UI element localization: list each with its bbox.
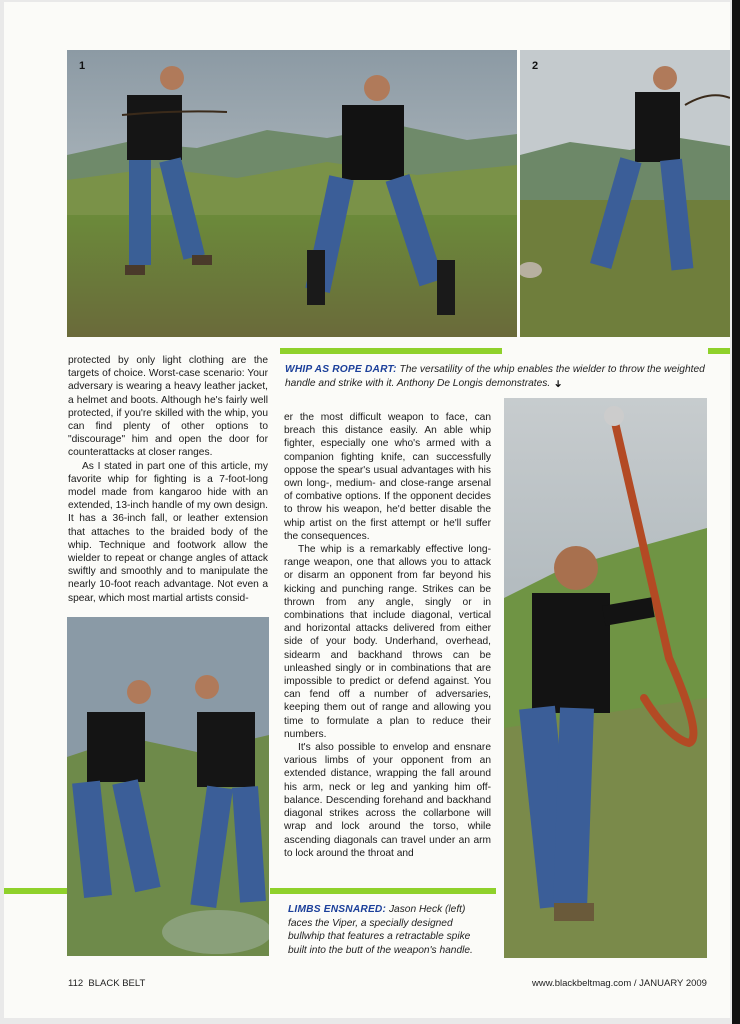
paragraph: It's also possible to envelop and ensnare various limbs of your opponent from an extended distance, wrapping the fall around his arm, neck or leg and yanking him off-balance. Descending forehand and backhand diagonal strikes across the collarbone will wrap and lock around the torso, while ascending diagonals can travel under an arm to lock around the throat and [284, 742, 491, 859]
footer-right: www.blackbeltmag.com / JANUARY 2009 [532, 978, 707, 989]
arrow-down-icon: ➜ [552, 378, 564, 388]
photo-number-1: 1 [79, 60, 86, 72]
article-column-middle [284, 411, 491, 860]
accent-bar [708, 348, 730, 354]
caption-heading: LIMBS ENSNARED: [288, 904, 387, 915]
magazine-page [4, 2, 730, 1018]
caption-limbs-ensnared [288, 903, 488, 957]
photo-2-whip-wielder [520, 50, 730, 337]
photo-rope-dart-demonstration [504, 398, 707, 958]
photo-limbs-ensnared [67, 617, 269, 956]
paragraph: protected by only light clothing are the targets of choice. Worst-case scenario: Your adversary is wearing a heavy leather jacket, a helmet and boots. Although he's fairly well protected, if you're skilled with the whip, you can find plenty of other options to "discourage" him and open the door for counterattacks at closer ranges. [68, 355, 268, 459]
photo-number-2: 2 [532, 60, 539, 72]
paragraph: As I stated in part one of this article, my favorite whip for fighting is a 7-foot-long model made from kangaroo hide with an extended, 13-inch handle of my own design. It has a 36-inch fall, or leather extension that attaches to the braided body of the whip. Technique and footwork allow the wielder to repeat or change angles of attack swiftly and smoothly and to manipulate the nearly 10-foot reach advantage. Not even a spear, which most martial artists consid- [68, 460, 268, 604]
paragraph: er the most difficult weapon to face, can breach this distance easily. An able whip fighter, especially one who's armed with a companion fighting knife, can successfully oppose the spear's usual advantages with his own long-, medium- and close-range arsenal of combative options. If the opponent decides to throw his weapon, he'd better disable the whip artist on the first attempt or he'll suffer the consequences. [284, 412, 491, 542]
caption-body: The versatility of the whip enables the wielder to throw the weighted handle and strike with it. Anthony De Longis demonstrates. [285, 364, 705, 389]
accent-bar [280, 348, 502, 354]
page-edge [732, 0, 740, 1024]
caption-heading: WHIP AS ROPE DART: [285, 364, 397, 375]
caption-rope-dart [285, 363, 717, 390]
paragraph: The whip is a remarkably effective long-range weapon, one that allows you to attack or disarm an opponent from far beyond his kicking and punching range. Strikes can be thrown from any angle, singly or in combinations that include diagonal, vertical and horizontal attacks delivered from either side of your body. Underhand, overhead, sidearm and backhand throws can be unleashed singly or in combinations that are impossible to predict or defend against. You can fend off a number of adversaries, keeping them out of range and allowing you time to formulate a plan to reduce their numbers. [284, 544, 491, 740]
article-column-left [68, 354, 268, 605]
caption-body: Jason Heck (left) faces the Viper, a specially designed bullwhip that features a retractable spike built into the butt of the weapon's handle. [288, 904, 473, 956]
accent-bar [270, 888, 496, 894]
footer-left: 112 BLACK BELT [68, 978, 146, 989]
photo-1-two-fighters [67, 50, 517, 337]
accent-bar [4, 888, 67, 894]
